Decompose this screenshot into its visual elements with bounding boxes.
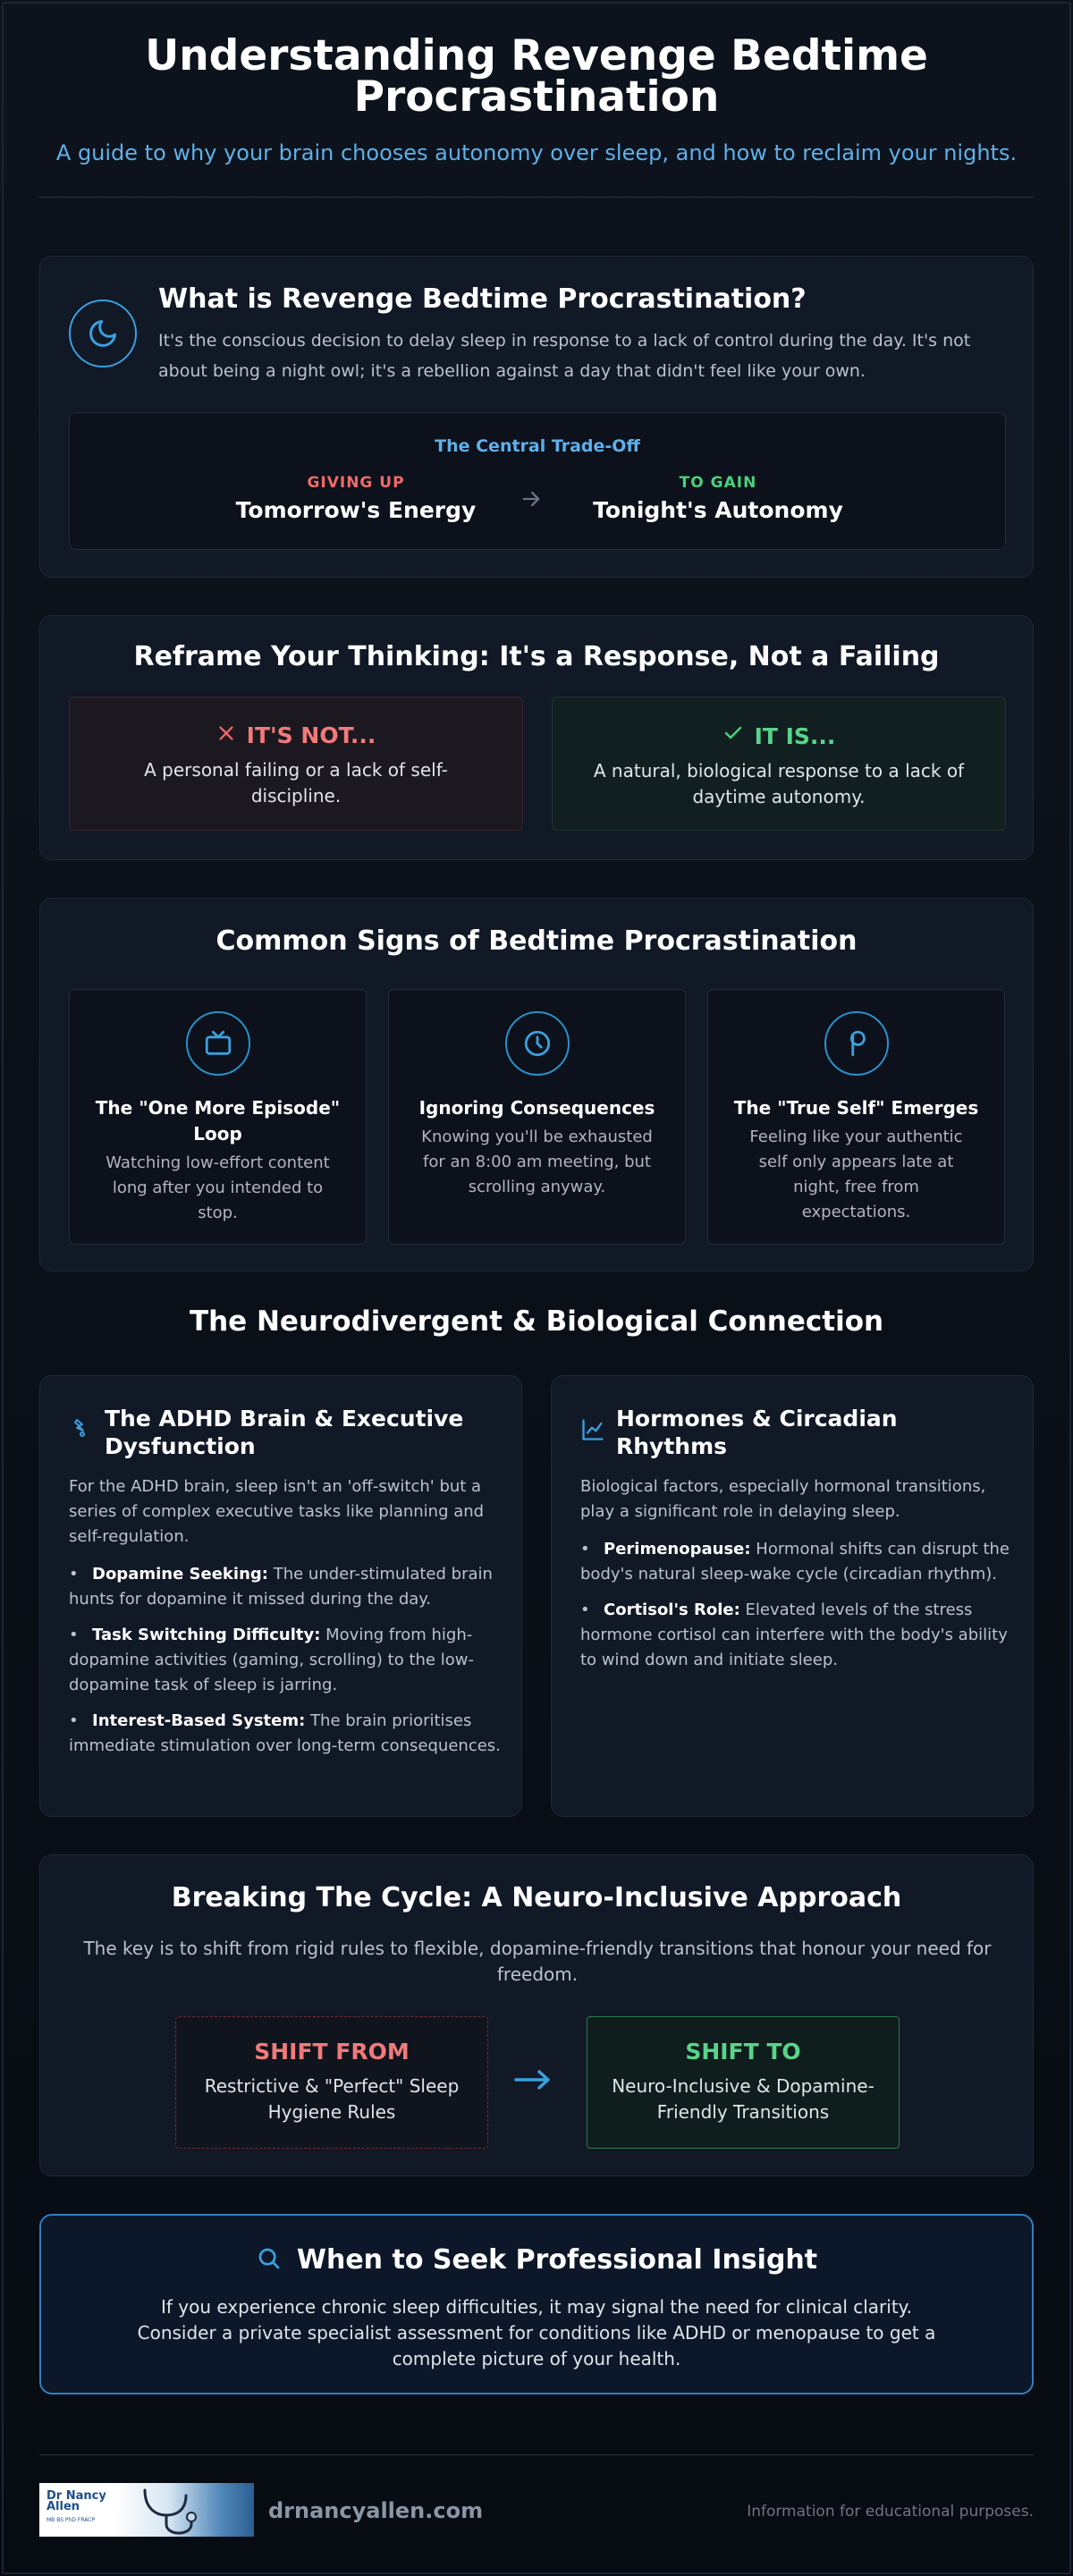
shift-from-box <box>175 2016 488 2149</box>
chart-icon <box>580 1417 605 1446</box>
sign-card-true-self <box>707 989 1005 1245</box>
sign-title: Ignoring Consequences <box>418 1097 655 1119</box>
adhd-card <box>39 1375 522 1817</box>
clock-icon <box>505 1011 570 1076</box>
shift-to-desc: Neuro-Inclusive & Dopamine-Friendly Transitions <box>612 2075 874 2123</box>
it-is-title: IT IS... <box>754 722 836 749</box>
professional-body: If you experience chronic sleep difficulties, it may signal the need for clinical clarity. Consider a private specialist assessment for conditions like ADHD or menopause to get a complete picture of your health. <box>137 2296 936 2369</box>
hormones-intro: Biological factors, especially hormonal transitions, play a significant role in delaying sleep. <box>580 1477 986 1521</box>
definition-body: It's the conscious decision to delay sleep in response to a lack of control during the day. It's not about being a night owl; it's a rebellion against a day that didn't feel like your own. <box>158 331 971 381</box>
sign-desc: Knowing you'll be exhausted for an 8:00 am meeting, but scrolling anyway. <box>421 1128 653 1196</box>
shift-to-title: SHIFT TO <box>685 2039 801 2065</box>
definition-card <box>39 256 1034 578</box>
breaking-cycle-card <box>39 1854 1034 2176</box>
search-icon <box>256 2245 283 2276</box>
page-title: Understanding Revenge Bedtime Procrastination <box>145 31 928 122</box>
footer-divider <box>39 2454 1034 2455</box>
x-icon <box>216 722 236 748</box>
neuro-heading: The Neurodivergent & Biological Connection <box>189 1305 884 1338</box>
to-gain-value: Tonight's Autonomy <box>593 497 843 523</box>
hormones-card <box>551 1375 1034 1817</box>
sign-title: The "One More Episode" Loop <box>95 1097 341 1144</box>
to-gain-column <box>570 474 866 523</box>
giving-up-label: GIVING UP <box>307 474 405 492</box>
list-item: • Interest-Based System: The brain prioritises immediate stimulation over long-term consequences. <box>69 1711 501 1755</box>
professional-heading-row <box>41 2244 1032 2276</box>
sign-card-ignoring-consequences <box>388 989 686 1245</box>
shift-to-box <box>587 2016 900 2149</box>
giving-up-value: Tomorrow's Energy <box>235 497 477 523</box>
hormones-title: Hormones & Circadian Rhythms <box>616 1406 898 1459</box>
adhd-points <box>69 1562 503 1769</box>
stethoscope-icon <box>138 2485 209 2535</box>
footer-disclaimer: Information for educational purposes. <box>747 2503 1034 2521</box>
shift-from-title: SHIFT FROM <box>254 2039 410 2065</box>
professional-insight-card <box>39 2214 1034 2394</box>
reframe-card <box>39 615 1034 860</box>
sign-title: The "True Self" Emerges <box>733 1097 979 1119</box>
tv-icon <box>186 1011 250 1076</box>
definition-heading: What is Revenge Bedtime Procrastination? <box>158 283 807 315</box>
self-icon <box>824 1011 889 1076</box>
tradeoff-label: The Central Trade-Off <box>435 436 640 456</box>
its-not-title: IT'S NOT... <box>246 722 376 748</box>
logo-name-line1: Dr Nancy <box>46 2489 106 2503</box>
page-subtitle: A guide to why your brain chooses autonomy over sleep, and how to reclaim your nights. <box>55 140 1018 165</box>
reframe-heading: Reframe Your Thinking: It's a Response, Not a Failing <box>133 641 940 672</box>
tradeoff-box <box>69 412 1006 550</box>
logo-tagline: MB BS PhD FRACP <box>46 2517 96 2523</box>
signs-card <box>39 898 1034 1271</box>
professional-heading: When to Seek Professional Insight <box>296 2244 818 2276</box>
list-item: • Perimenopause: Hormonal shifts can disrupt the body's natural sleep-wake cycle (circadian rhythm). <box>580 1540 1010 1584</box>
footer-site-link[interactable]: drnancyallen.com <box>268 2498 484 2523</box>
sign-desc: Feeling like your authentic self only appears late at night, free from expectations. <box>749 1128 963 1221</box>
logo <box>39 2483 254 2537</box>
shift-from-desc: Restrictive & "Perfect" Sleep Hygiene Rules <box>204 2075 460 2123</box>
to-gain-label: TO GAIN <box>679 474 757 492</box>
it-is-desc: A natural, biological response to a lack of daytime autonomy. <box>593 760 965 807</box>
list-item: • Cortisol's Role: Elevated levels of the stress hormone cortisol can interfere with the body's ability to wind down and initiate sleep. <box>580 1600 1008 1669</box>
list-item: • Task Switching Difficulty: Moving from high-dopamine activities (gaming, scrolling) to the low-dopamine task of sleep is jarring. <box>69 1626 474 1694</box>
logo-name-line2: Allen <box>46 2500 80 2513</box>
its-not-desc: A personal failing or a lack of self-discipline. <box>144 759 448 807</box>
brain-icon <box>69 1417 90 1442</box>
hormones-points <box>580 1537 1015 1684</box>
sign-card-episode-loop <box>69 989 367 1245</box>
breaking-body: The key is to shift from rigid rules to flexible, dopamine-friendly transitions that honour your need for freedom. <box>83 1938 992 1985</box>
breaking-heading: Breaking The Cycle: A Neuro-Inclusive Approach <box>171 1882 902 1913</box>
sign-desc: Watching low-effort content long after you intended to stop. <box>106 1153 330 1222</box>
header-divider <box>39 197 1034 198</box>
list-item: • Dopamine Seeking: The under-stimulated brain hunts for dopamine it missed during the day. <box>69 1565 493 1609</box>
check-icon <box>722 722 744 749</box>
signs-heading: Common Signs of Bedtime Procrastination <box>215 925 858 957</box>
its-not-box <box>69 697 523 831</box>
arrow-right-icon <box>519 486 544 515</box>
moon-icon <box>69 300 137 367</box>
adhd-title: The ADHD Brain & Executive Dysfunction <box>105 1406 464 1459</box>
it-is-box <box>552 697 1006 831</box>
adhd-intro: For the ADHD brain, sleep isn't an 'off-switch' but a series of complex executive tasks like planning and self-regulation. <box>69 1477 485 1546</box>
arrow-right-icon <box>512 2066 553 2097</box>
giving-up-column <box>222 474 490 523</box>
